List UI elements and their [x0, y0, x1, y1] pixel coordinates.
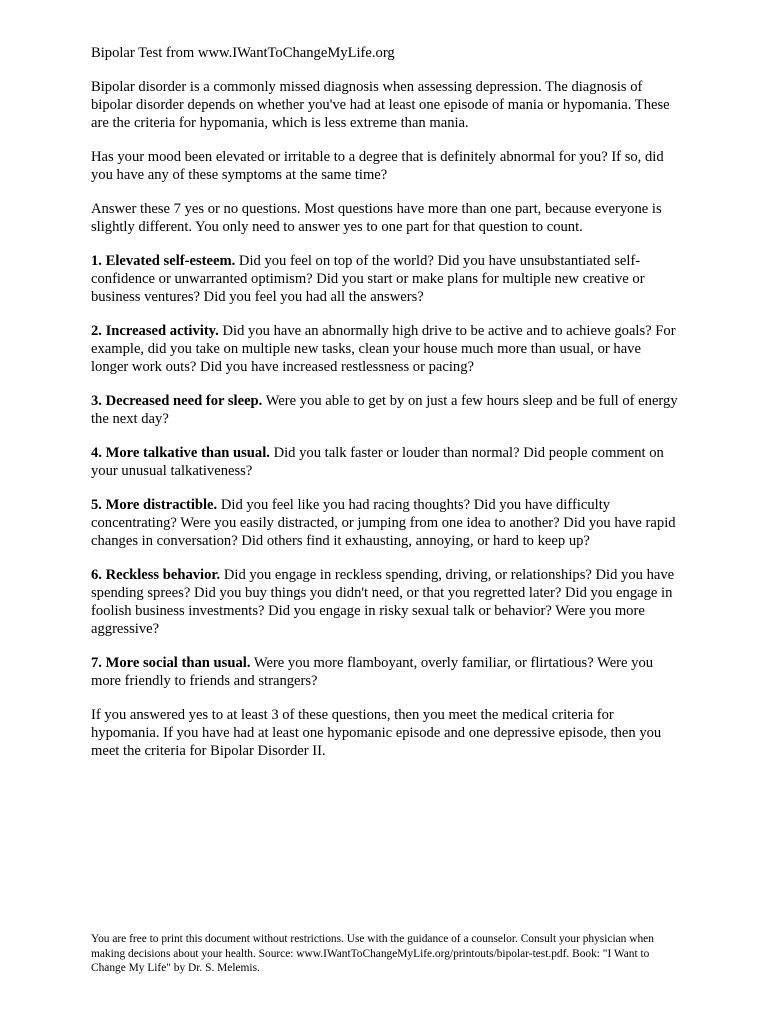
question-1-text: Did you feel on top of the world? Did you have unsubstantiated self-confidence or unwarranted optimism? Did you start or make plans for multiple new creative or business ventures? Did you feel you had all the answers? [91, 253, 645, 305]
question-6-heading: 6. Reckless behavior. [91, 567, 221, 583]
question-3-text: Were you able to get by on just a few hours sleep and be full of energy the next day? [91, 393, 678, 427]
question-7-heading: 7. More social than usual. [91, 655, 251, 671]
question-7-text: Were you more flamboyant, overly familiar, or flirtatious? Were you more friendly to friends and strangers? [91, 655, 654, 689]
intro-paragraph-3: Answer these 7 yes or no questions. Most questions have more than one part, because everyone is slightly different. You only need to answer yes to one part for that question to count. [91, 201, 662, 235]
question-1 [91, 252, 681, 306]
question-2-heading: 2. Increased activity. [91, 323, 219, 339]
question-3-heading: 3. Decreased need for sleep. [91, 393, 263, 409]
question-1-heading: 1. Elevated self-esteem. [91, 253, 236, 269]
intro-paragraph-1: Bipolar disorder is a commonly missed diagnosis when assessing depression. The diagnosis of bipolar disorder depends on whether you've had at least one episode of mania or hypomania. These are the criteria for hypomania, which is less extreme than mania. [91, 79, 670, 131]
conclusion-paragraph: If you answered yes to at least 3 of these questions, then you meet the medical criteria for hypomania. If you have had at least one hypomanic episode and one depressive episode, then you meet the criteria for Bipolar Disorder II. [91, 707, 662, 759]
question-4-heading: 4. More talkative than usual. [91, 445, 270, 461]
footer-note: You are free to print this document without restrictions. Use with the guidance of a counselor. Consult your physician when making decisions about your health. Source: www.IWantToChangeMyLife.org/printouts/bipolar-test.pdf. Book: "I Want to Change My Life" by Dr. S. Melemis. [91, 933, 654, 974]
question-2-text: Did you have an abnormally high drive to be active and to achieve goals? For example, did you take on multiple new tasks, clean your house much more than usual, or have longer work outs? Did you have increased restlessness or pacing? [91, 323, 676, 375]
question-4-text: Did you talk faster or louder than normal? Did people comment on your unusual talkativeness? [91, 445, 664, 479]
question-5 [91, 496, 681, 550]
question-6 [91, 566, 681, 638]
intro-paragraph-2: Has your mood been elevated or irritable to a degree that is definitely abnormal for you? If so, did you have any of these symptoms at the same time? [91, 149, 664, 183]
question-5-heading: 5. More distractible. [91, 497, 218, 513]
question-6-text: Did you engage in reckless spending, driving, or relationships? Did you have spending sprees? Did you buy things you didn't need, or that you regretted later? Did you engage in foolish business investments? Did you engage in risky sexual talk or behavior? Were you more aggressive? [91, 567, 675, 637]
document-body [91, 44, 681, 776]
question-7 [91, 654, 681, 690]
question-5-text: Did you feel like you had racing thoughts? Did you have difficulty concentrating? Were you easily distracted, or jumping from one idea to another? Did you have rapid changes in conversation? Did others find it exhausting, annoying, or hard to keep up? [91, 497, 676, 549]
question-4 [91, 444, 681, 480]
question-2 [91, 322, 681, 376]
question-3 [91, 392, 681, 428]
document-title: Bipolar Test from www.IWantToChangeMyLife.org [91, 45, 395, 61]
